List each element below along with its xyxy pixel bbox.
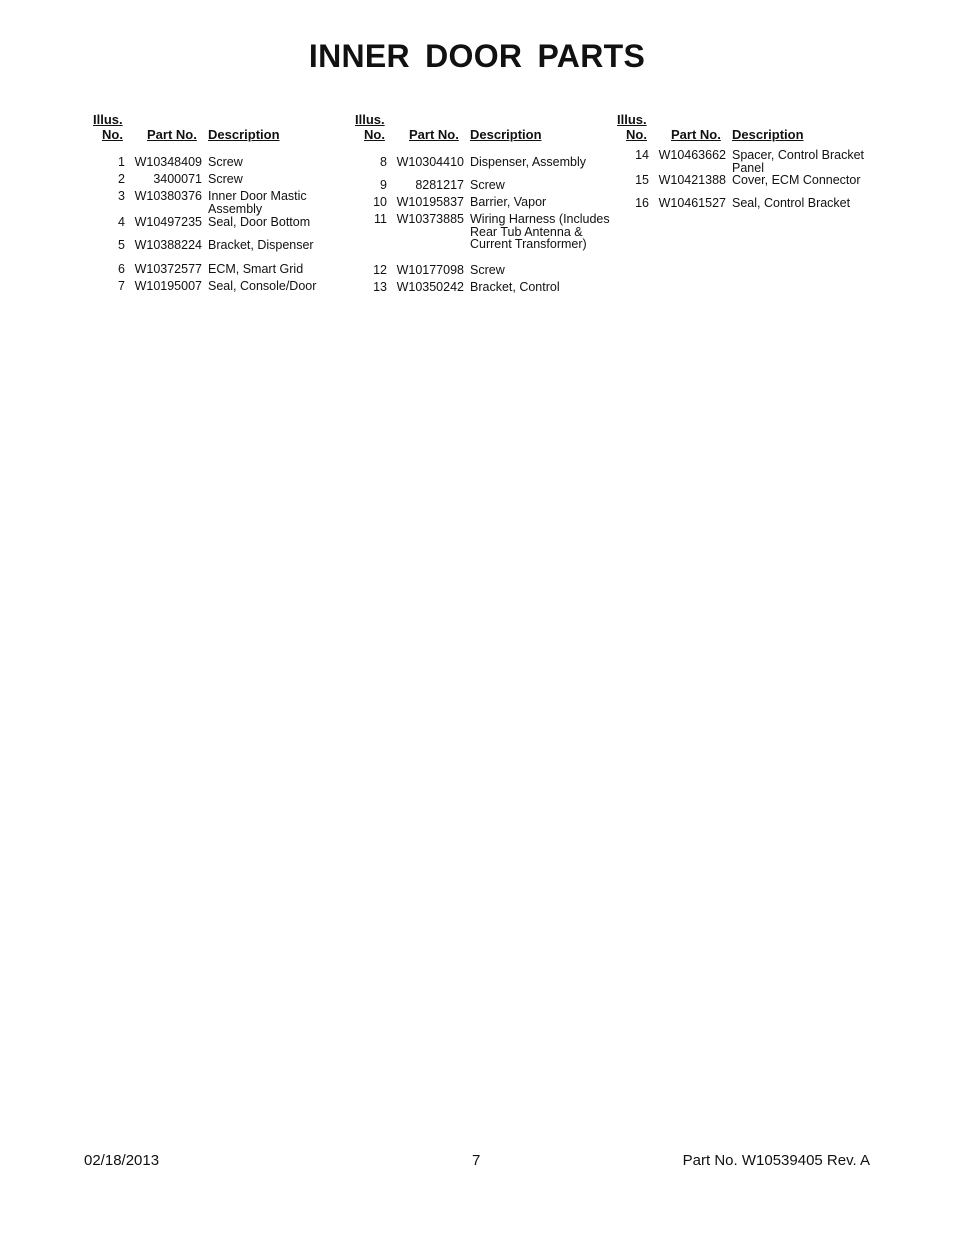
header-illus: Illus. [355,112,385,127]
table-header [95,108,375,144]
part-number: W10177098 [396,263,464,277]
illus-number: 15 [635,173,649,187]
part-description: Seal, Control Bracket [732,196,851,210]
part-description: Bracket, Control [470,280,560,294]
part-number: W10350242 [396,280,464,294]
part-description: ECM, Smart Grid [208,262,304,276]
part-number: W10304410 [396,155,464,169]
header-illus: Illus. [617,112,647,127]
part-description: Screw [208,155,243,169]
header-part-no: Part No. [671,127,721,142]
illus-number: 13 [373,280,387,294]
part-number: W10461527 [658,196,726,210]
part-description: Bracket, Dispenser [208,238,314,252]
part-number: 8281217 [415,178,464,192]
header-no: No. [364,127,385,142]
part-number: W10372577 [134,262,202,276]
part-description: Dispenser, Assembly [470,155,587,169]
part-description: Wiring Harness (Includes Rear Tub Antenna & Current Transformer) [470,212,610,251]
header-no: No. [626,127,647,142]
table-header [357,108,637,144]
part-description: Seal, Door Bottom [208,215,311,229]
header-part-no: Part No. [409,127,459,142]
illus-number: 7 [118,279,125,293]
header-part-no: Part No. [147,127,197,142]
part-number: W10195007 [134,279,202,293]
part-description: Barrier, Vapor [470,195,547,209]
part-number: W10380376 [134,189,202,203]
header-no: No. [102,127,123,142]
parts-column-1 [93,108,375,293]
part-description: Inner Door Mastic Assembly [208,189,307,216]
part-description: Screw [470,263,505,277]
illus-number: 4 [118,215,125,229]
footer-part-number: Part No. W10539405 Rev. A [682,1152,870,1169]
part-description: Spacer, Control Bracket Panel [732,148,865,175]
part-number: W10421388 [658,173,726,187]
illus-number: 5 [118,238,125,252]
footer-page-number: 7 [472,1152,481,1169]
header-illus: Illus. [93,112,123,127]
footer-date: 02/18/2013 [84,1152,160,1169]
header-description: Description [208,127,280,142]
part-number: 3400071 [153,172,202,186]
illus-number: 16 [635,196,649,210]
illus-number: 6 [118,262,125,276]
part-description: Screw [470,178,505,192]
part-description: Screw [208,172,243,186]
illus-number: 14 [635,148,649,162]
illus-number: 12 [373,263,387,277]
header-description: Description [470,127,542,142]
part-description: Cover, ECM Connector [732,173,861,187]
parts-column-3 [617,108,899,210]
parts-column-2 [355,108,637,294]
part-number: W10348409 [134,155,202,169]
part-number: W10195837 [396,195,464,209]
header-description: Description [732,127,804,142]
part-number: W10497235 [134,215,202,229]
part-description: Seal, Console/Door [208,279,317,293]
illus-number: 10 [373,195,387,209]
part-number: W10388224 [134,238,202,252]
table-header [619,108,899,144]
illus-number: 11 [374,212,387,226]
part-number: W10373885 [396,212,464,226]
illus-number: 3 [118,189,125,203]
illus-number: 2 [118,172,125,186]
illus-number: 1 [118,155,125,169]
page-title: INNER DOOR PARTS [308,38,646,74]
illus-number: 9 [380,178,387,192]
illus-number: 8 [380,155,387,169]
part-number: W10463662 [658,148,726,162]
